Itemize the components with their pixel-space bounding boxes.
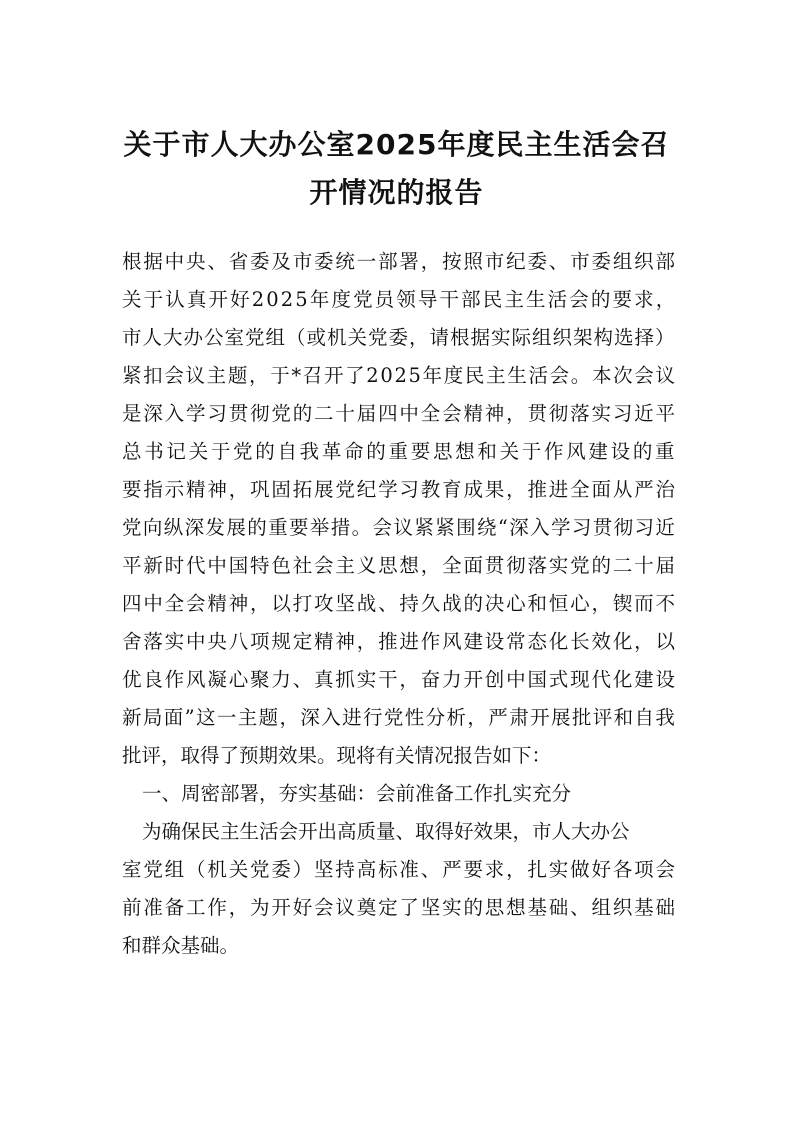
paragraph-line: 关于认真开好2025年度党员领导干部民主生活会的要求， bbox=[122, 288, 678, 311]
paragraph-line: 党向纵深发展的重要举措。会议紧紧围绕“深入学习贯彻习近 bbox=[122, 516, 677, 539]
paragraph-line: 前准备工作，为开好会议奠定了坚实的思想基础、组织基础 bbox=[122, 896, 677, 919]
paragraph-line: 室党组（机关党委）坚持高标准、严要求，扎实做好各项会 bbox=[122, 858, 677, 881]
paragraph-line: 紧扣会议主题，于*召开了2025年度民主生活会。本次会议 bbox=[122, 364, 677, 387]
paragraph-line: 市人大办公室党组（或机关党委，请根据实际组织架构选择） bbox=[122, 326, 676, 349]
paragraph-line: 批评，取得了预期效果。现将有关情况报告如下： bbox=[122, 744, 552, 767]
paragraph-line: 根据中央、省委及市委统一部署，按照市纪委、市委组织部 bbox=[122, 250, 677, 273]
section-heading: 一、周密部署，夯实基础：会前准备工作扎实充分 bbox=[142, 782, 572, 805]
paragraph-line: 优良作风凝心聚力、真抓实干，奋力开创中国式现代化建设 bbox=[122, 668, 677, 691]
paragraph-line: 舍落实中央八项规定精神，推进作风建设常态化长效化，以 bbox=[122, 630, 677, 653]
paragraph-line: 为确保民主生活会开出高质量、取得好效果，市人大办公 bbox=[142, 820, 630, 843]
paragraph-line: 四中全会精神，以打攻坚战、持久战的决心和恒心，锲而不 bbox=[122, 592, 677, 615]
document-title-line-2: 开情况的报告 bbox=[309, 176, 484, 209]
paragraph-line: 要指示精神，巩固拓展党纪学习教育成果，推进全面从严治 bbox=[122, 478, 677, 501]
paragraph-line: 是深入学习贯彻党的二十届四中全会精神，贯彻落实习近平 bbox=[122, 402, 677, 425]
paragraph-line: 总书记关于党的自我革命的重要思想和关于作风建设的重 bbox=[122, 440, 678, 463]
paragraph-line: 新局面”这一主题，深入进行党性分析，严肃开展批评和自我 bbox=[122, 706, 677, 729]
document-title-line-1: 关于市人大办公室2025年度民主生活会召 bbox=[123, 128, 670, 161]
paragraph-line: 平新时代中国特色社会主义思想，全面贯彻落实党的二十届 bbox=[122, 554, 677, 577]
paragraph-line: 和群众基础。 bbox=[122, 934, 240, 957]
